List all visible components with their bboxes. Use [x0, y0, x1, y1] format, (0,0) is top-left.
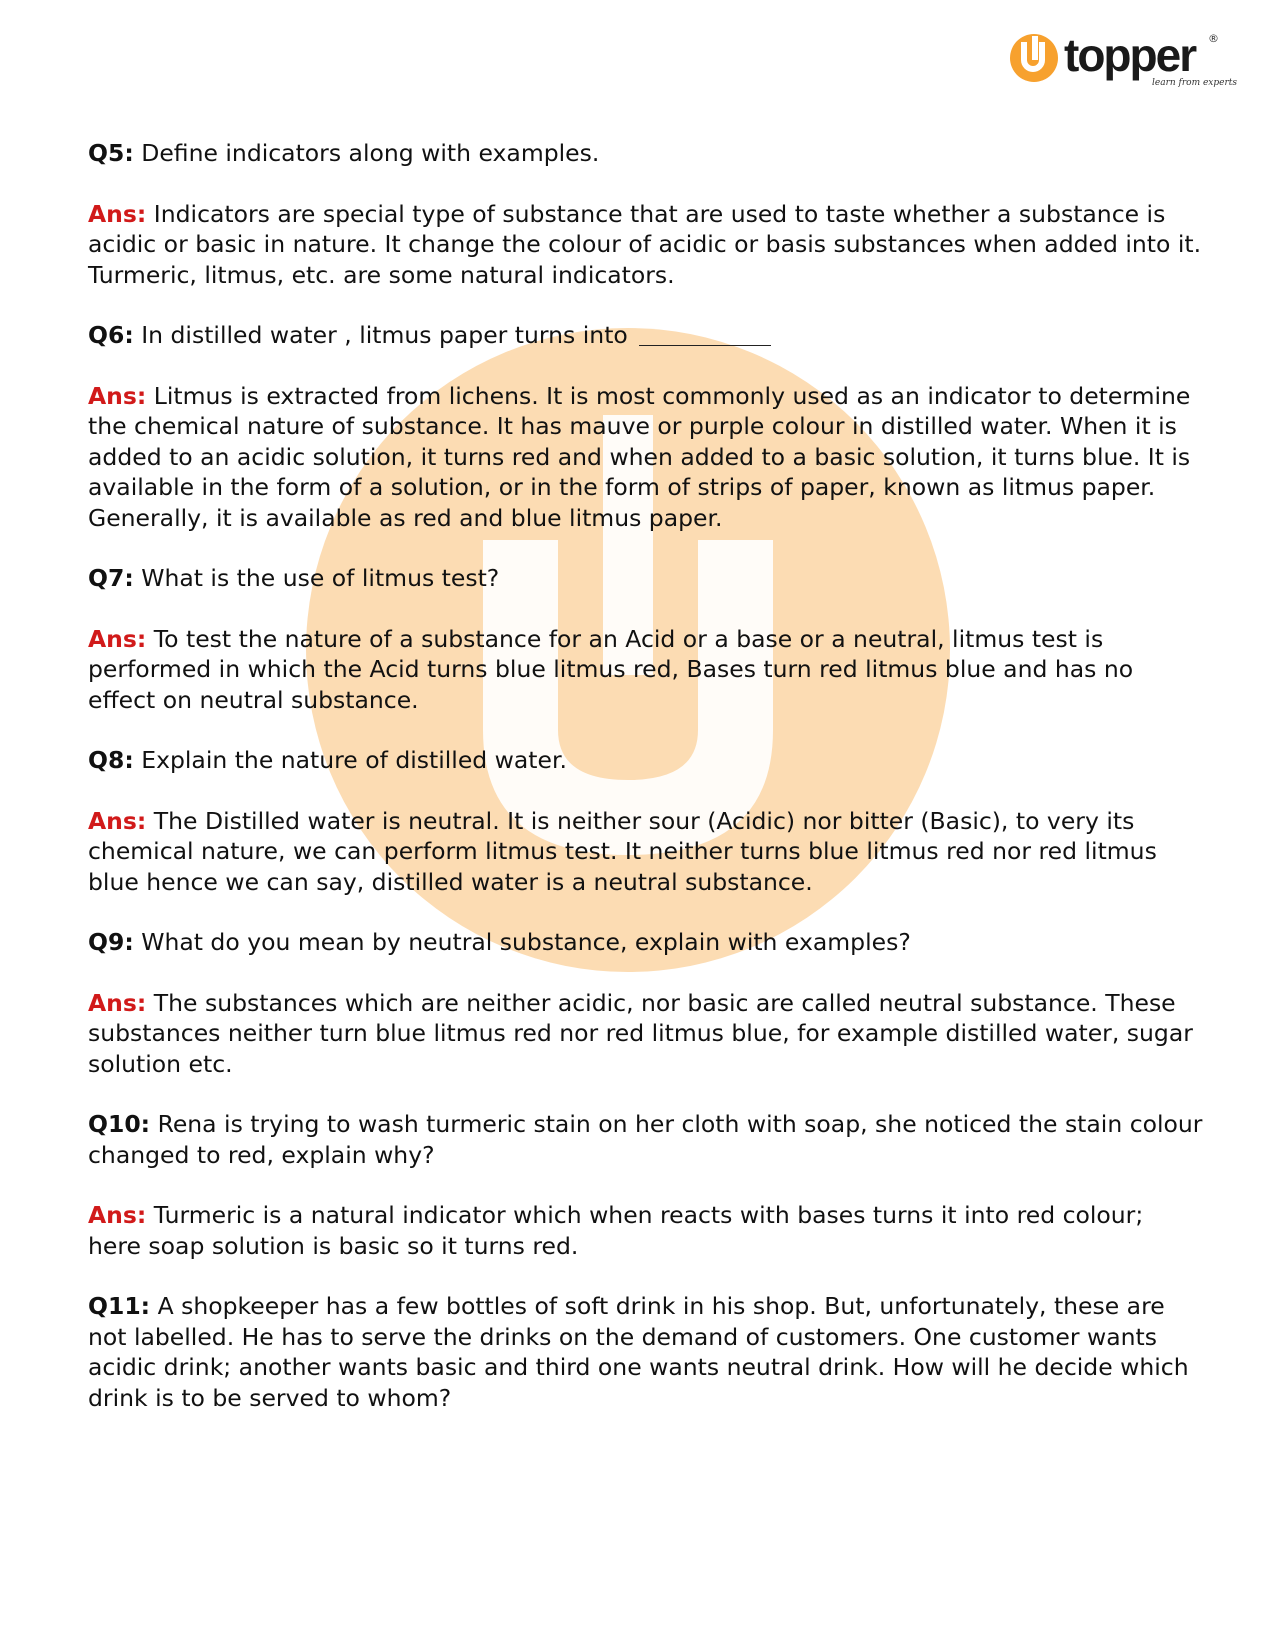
answer-q9 — [88, 988, 1203, 1080]
question-label: Q5: — [88, 139, 134, 167]
answer-q7 — [88, 624, 1203, 716]
question-q6 — [88, 320, 1203, 351]
qa-content — [88, 138, 1203, 1443]
question-label: Q9: — [88, 928, 134, 956]
question-q5 — [88, 138, 1203, 169]
answer-label: Ans: — [88, 1201, 147, 1229]
answer-text: Litmus is extracted from lichens. It is most commonly used as an indicator to determine the chemical nature of substance. It has mauve or purple colour in distilled water. When it is added to an acidic solution, it turns red and when added to a basic solution, it turns blue. It is available in the form of a solution, or in the form of strips of paper, known as litmus paper. Generally, it is available as red and blue litmus paper. — [88, 381, 1191, 532]
question-text: In distilled water , litmus paper turns into — [141, 321, 628, 349]
question-q7 — [88, 563, 1203, 594]
answer-q6 — [88, 381, 1203, 534]
topper-logo — [1010, 29, 1238, 92]
question-text: Rena is trying to wash turmeric stain on her cloth with soap, she noticed the stain colour changed to red, explain why? — [88, 1110, 1203, 1169]
answer-text: The Distilled water is neutral. It is neither sour (Acidic) nor bitter (Basic), to very its chemical nature, we can perform litmus test. It neither turns blue litmus red nor red litmus blue hence we can say, distilled water is a neutral substance. — [88, 806, 1157, 896]
answer-q10 — [88, 1200, 1203, 1261]
answer-label: Ans: — [88, 806, 147, 835]
registered-mark: ® — [1208, 32, 1219, 45]
logo-tagline: learn from experts — [1152, 78, 1238, 88]
answer-label: Ans: — [88, 624, 147, 653]
answer-q5 — [88, 199, 1203, 291]
question-q9 — [88, 927, 1203, 958]
u-logo-icon — [1010, 34, 1058, 82]
question-text: A shopkeeper has a few bottles of soft drink in his shop. But, unfortunately, these are not labelled. He has to serve the drinks on the demand of customers. One customer wants acidic drink; another wants basic and third one wants neutral drink. How will he decide which drink is to be served to whom? — [88, 1292, 1189, 1412]
fill-in-blank — [639, 323, 771, 346]
answer-q8 — [88, 806, 1203, 898]
question-label: Q10: — [88, 1110, 151, 1138]
question-label: Q8: — [88, 746, 134, 774]
answer-label: Ans: — [88, 988, 147, 1017]
answer-text: The substances which are neither acidic, nor basic are called neutral substance. These substances neither turn blue litmus red nor red litmus blue, for example distilled water, sugar solution etc. — [88, 988, 1193, 1078]
answer-label: Ans: — [88, 381, 147, 410]
question-label: Q6: — [88, 321, 134, 349]
question-q10 — [88, 1109, 1203, 1170]
question-text: Define indicators along with examples. — [141, 139, 600, 167]
question-q8 — [88, 745, 1203, 776]
answer-text: Indicators are special type of substance that are used to taste whether a substance is acidic or basic in nature. It change the colour of acidic or basis substances when added into it. Turmeric, litmus, etc. are some natural indicators. — [88, 199, 1202, 289]
question-label: Q11: — [88, 1292, 151, 1320]
answer-text: To test the nature of a substance for an Acid or a base or a neutral, litmus test is performed in which the Acid turns blue litmus red, Bases turn red litmus blue and has no effect on neutral substance. — [88, 624, 1134, 714]
question-q11 — [88, 1291, 1203, 1413]
question-text: What is the use of litmus test? — [141, 564, 500, 592]
question-text: What do you mean by neutral substance, explain with examples? — [141, 928, 911, 956]
logo-wordmark: topper — [1064, 29, 1196, 81]
question-label: Q7: — [88, 564, 134, 592]
answer-text: Turmeric is a natural indicator which when reacts with bases turns it into red colour; here soap solution is basic so it turns red. — [88, 1201, 1144, 1260]
answer-label: Ans: — [88, 199, 147, 228]
question-text: Explain the nature of distilled water. — [141, 746, 567, 774]
